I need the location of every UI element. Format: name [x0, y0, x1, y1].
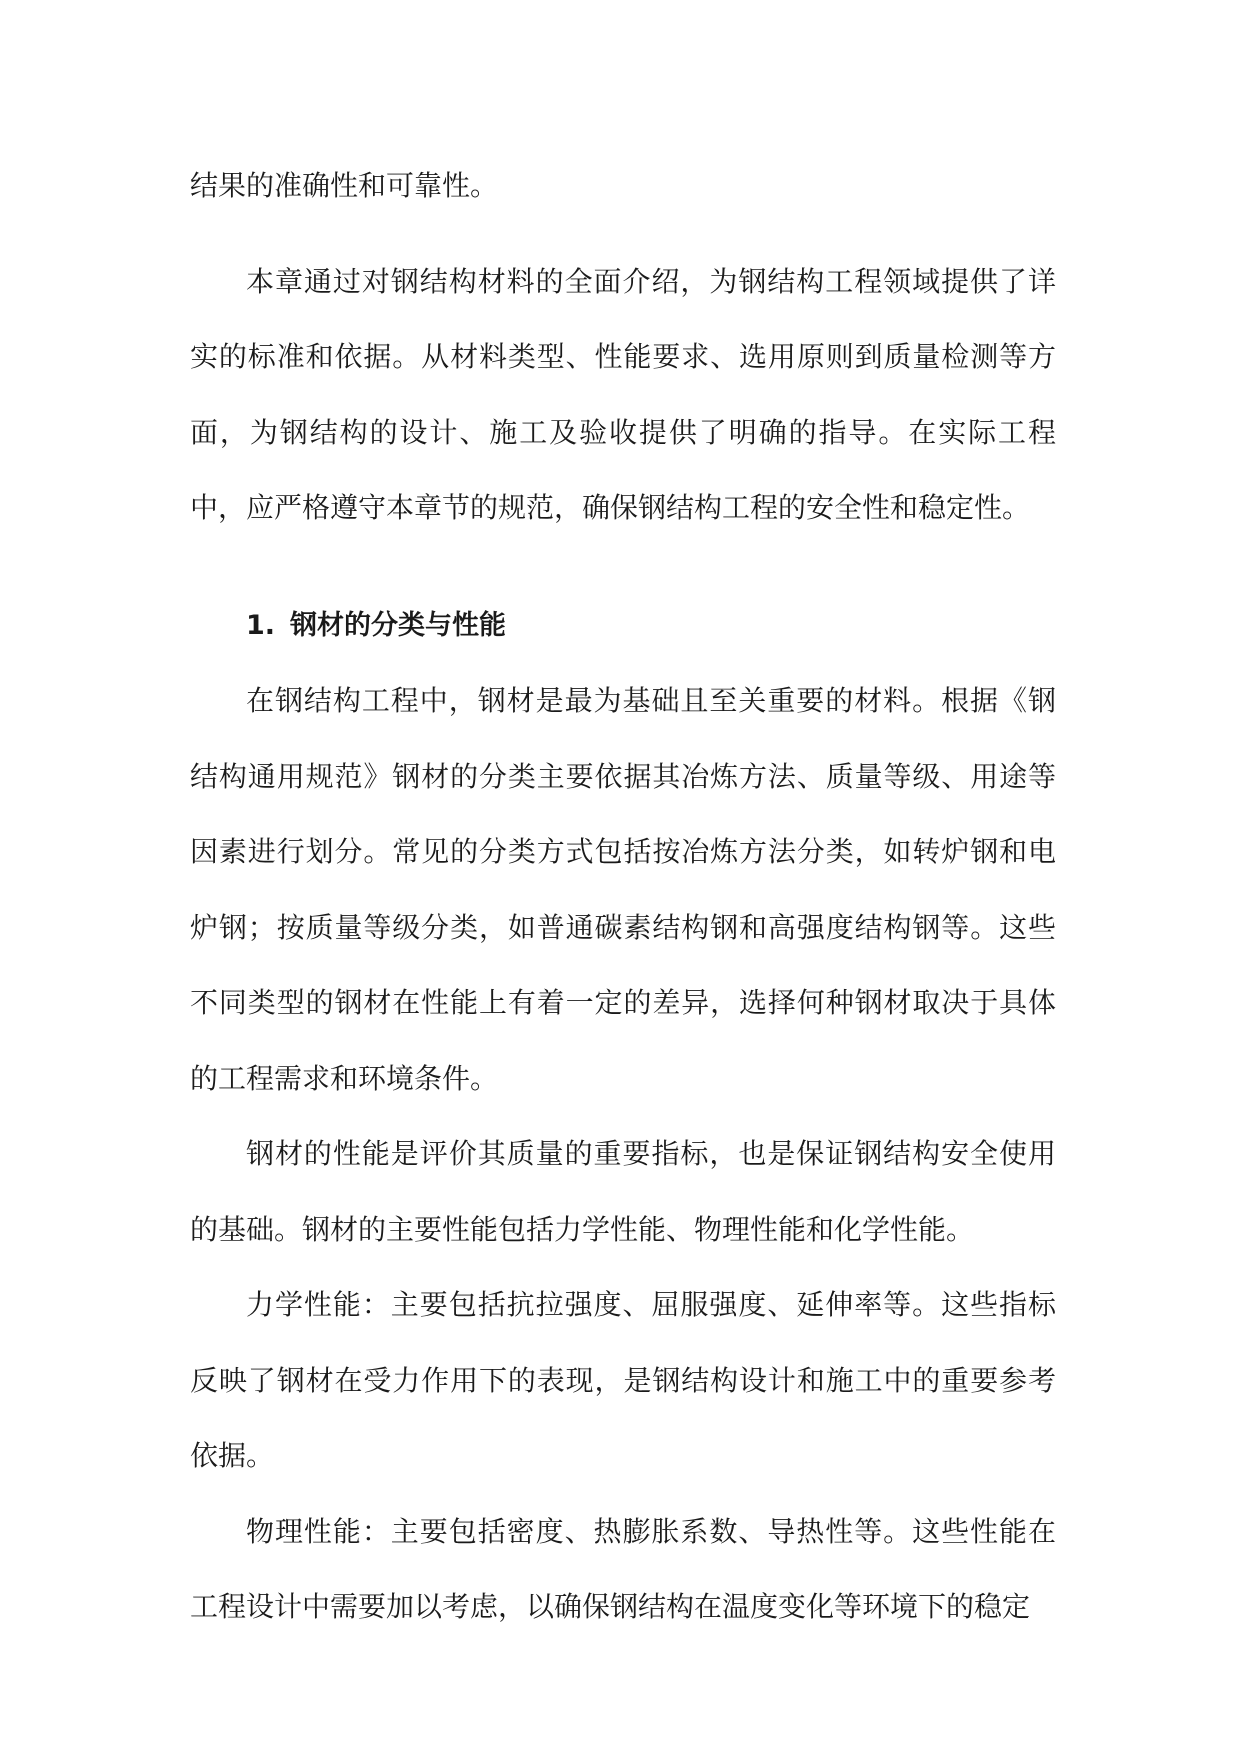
paragraph-gap: [190, 224, 1056, 244]
paragraph-continuation: 结果的准确性和可靠性。: [190, 169, 499, 202]
paragraph-physical-properties: 物理性能：主要包括密度、热膨胀系数、导热性等。这些性能在工程设计中需要加以考虑，以确保钢结构在温度变化等环境下的稳定: [190, 1514, 1056, 1623]
section-heading: [190, 588, 1056, 664]
section-number: 1.: [246, 609, 276, 641]
section-title: 钢材的分类与性能: [290, 609, 506, 641]
paragraph-steel-properties: 钢材的性能是评价其质量的重要指标，也是保证钢结构安全使用的基础。钢材的主要性能包括力学性能、物理性能和化学性能。: [190, 1137, 1056, 1246]
paragraph-mechanical-properties: 力学性能：主要包括抗拉强度、屈服强度、延伸率等。这些指标反映了钢材在受力作用下的表现，是钢结构设计和施工中的重要参考依据。: [190, 1288, 1056, 1472]
document-body: [190, 148, 1056, 1645]
section-gap: [190, 546, 1056, 578]
paragraph-steel-classification: 在钢结构工程中，钢材是最为基础且至关重要的材料。根据《钢结构通用规范》钢材的分类主要依据其冶炼方法、质量等级、用途等因素进行划分。常见的分类方式包括按冶炼方法分类，如转炉钢和电炉钢；按质量等级分类，如普通碳素结构钢和高强度结构钢等。这些不同类型的钢材在性能上有着一定的差异，选择何种钢材取决于具体的工程需求和环境条件。: [190, 684, 1056, 1095]
paragraph-chapter-summary: 本章通过对钢结构材料的全面介绍，为钢结构工程领域提供了详实的标准和依据。从材料类型、性能要求、选用原则到质量检测等方面，为钢结构的设计、施工及验收提供了明确的指导。在实际工程中，应严格遵守本章节的规范，确保钢结构工程的安全性和稳定性。: [190, 264, 1056, 524]
